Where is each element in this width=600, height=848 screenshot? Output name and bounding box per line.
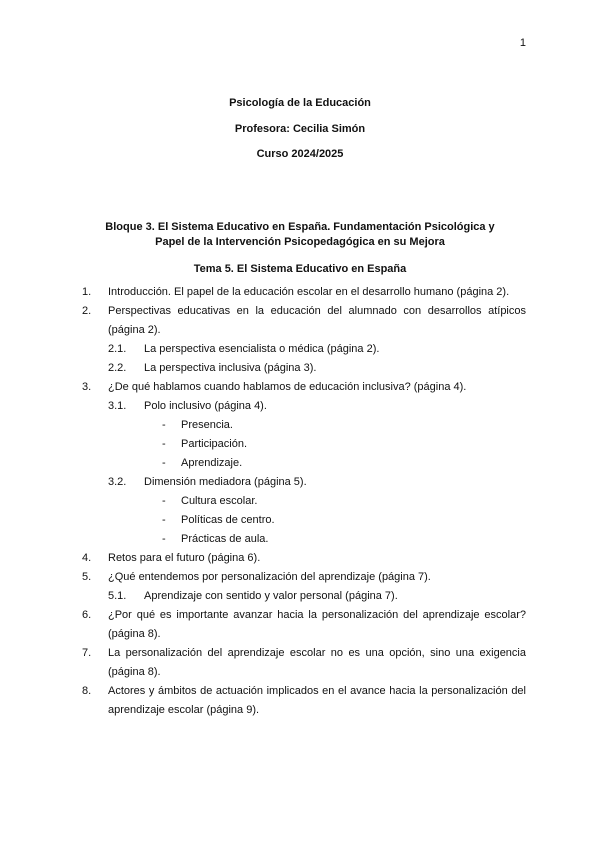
bullet-item: Presencia. (181, 419, 233, 431)
toc-item-line1: Perspectivas educativas en la educación del alumnado con desarrollos atípicos (108, 305, 526, 317)
bullet-item: Aprendizaje. (181, 457, 243, 469)
toc-item-line1: La personalización del aprendizaje escolar no es una opción, sino una exigencia (108, 647, 526, 659)
bullet-item: Participación. (181, 438, 248, 450)
toc-item-line1: Actores y ámbitos de actuación implicados en el avance hacia la personalización del (108, 685, 526, 697)
course-year: Curso 2024/2025 (256, 148, 344, 160)
bullet-item: Cultura escolar. (181, 495, 258, 507)
course-title: Psicología de la Educación (229, 97, 371, 109)
bullet-dash: - (162, 438, 166, 450)
toc-number: 5. (82, 571, 92, 583)
toc-item-line2: (página 8). (108, 666, 161, 678)
toc-item-line2: aprendizaje escolar (página 9). (108, 704, 260, 716)
toc-item: ¿Qué entendemos por personalización del aprendizaje (página 7). (108, 571, 431, 583)
toc-item: Introducción. El papel de la educación escolar en el desarrollo humano (página 2). (108, 286, 510, 298)
toc-subitem: Dimensión mediadora (página 5). (144, 476, 307, 488)
toc-subnumber: 3.1. (108, 400, 127, 412)
toc-item: ¿De qué hablamos cuando hablamos de educación inclusiva? (página 4). (108, 381, 467, 393)
bullet-dash: - (162, 514, 166, 526)
toc-item-line1: ¿Por qué es importante avanzar hacia la personalización del aprendizaje escolar? (108, 609, 526, 621)
block-title-line2: Papel de la Intervención Psicopedagógica en su Mejora (155, 236, 445, 248)
toc-subitem: La perspectiva esencialista o médica (página 2). (144, 343, 380, 355)
bullet-item: Políticas de centro. (181, 514, 275, 526)
toc-subnumber: 3.2. (108, 476, 127, 488)
toc-number: 8. (82, 685, 92, 697)
bullet-dash: - (162, 495, 166, 507)
toc-number: 4. (82, 552, 92, 564)
topic-title: Tema 5. El Sistema Educativo en España (193, 263, 407, 275)
toc-subitem: Aprendizaje con sentido y valor personal (página 7). (144, 590, 398, 602)
toc-item: Retos para el futuro (página 6). (108, 552, 261, 564)
block-title-line1: Bloque 3. El Sistema Educativo en España. Fundamentación Psicológica y (105, 221, 495, 233)
toc-item-line2: (página 8). (108, 628, 161, 640)
page-number: 1 (519, 37, 526, 49)
toc-subnumber: 2.2. (108, 362, 127, 374)
toc-subitem: Polo inclusivo (página 4). (144, 400, 267, 412)
bullet-dash: - (162, 533, 166, 545)
toc-subnumber: 2.1. (108, 343, 127, 355)
toc-subnumber: 5.1. (108, 590, 127, 602)
teacher-name: Profesora: Cecilia Simón (234, 123, 366, 135)
toc-number: 1. (82, 286, 92, 298)
bullet-dash: - (162, 457, 166, 469)
bullet-dash: - (162, 419, 166, 431)
toc-number: 6. (82, 609, 92, 621)
toc-number: 7. (82, 647, 92, 659)
toc-number: 2. (82, 305, 92, 317)
toc-number: 3. (82, 381, 92, 393)
toc-item-line2: (página 2). (108, 324, 161, 336)
bullet-item: Prácticas de aula. (181, 533, 269, 545)
toc-subitem: La perspectiva inclusiva (página 3). (144, 362, 317, 374)
